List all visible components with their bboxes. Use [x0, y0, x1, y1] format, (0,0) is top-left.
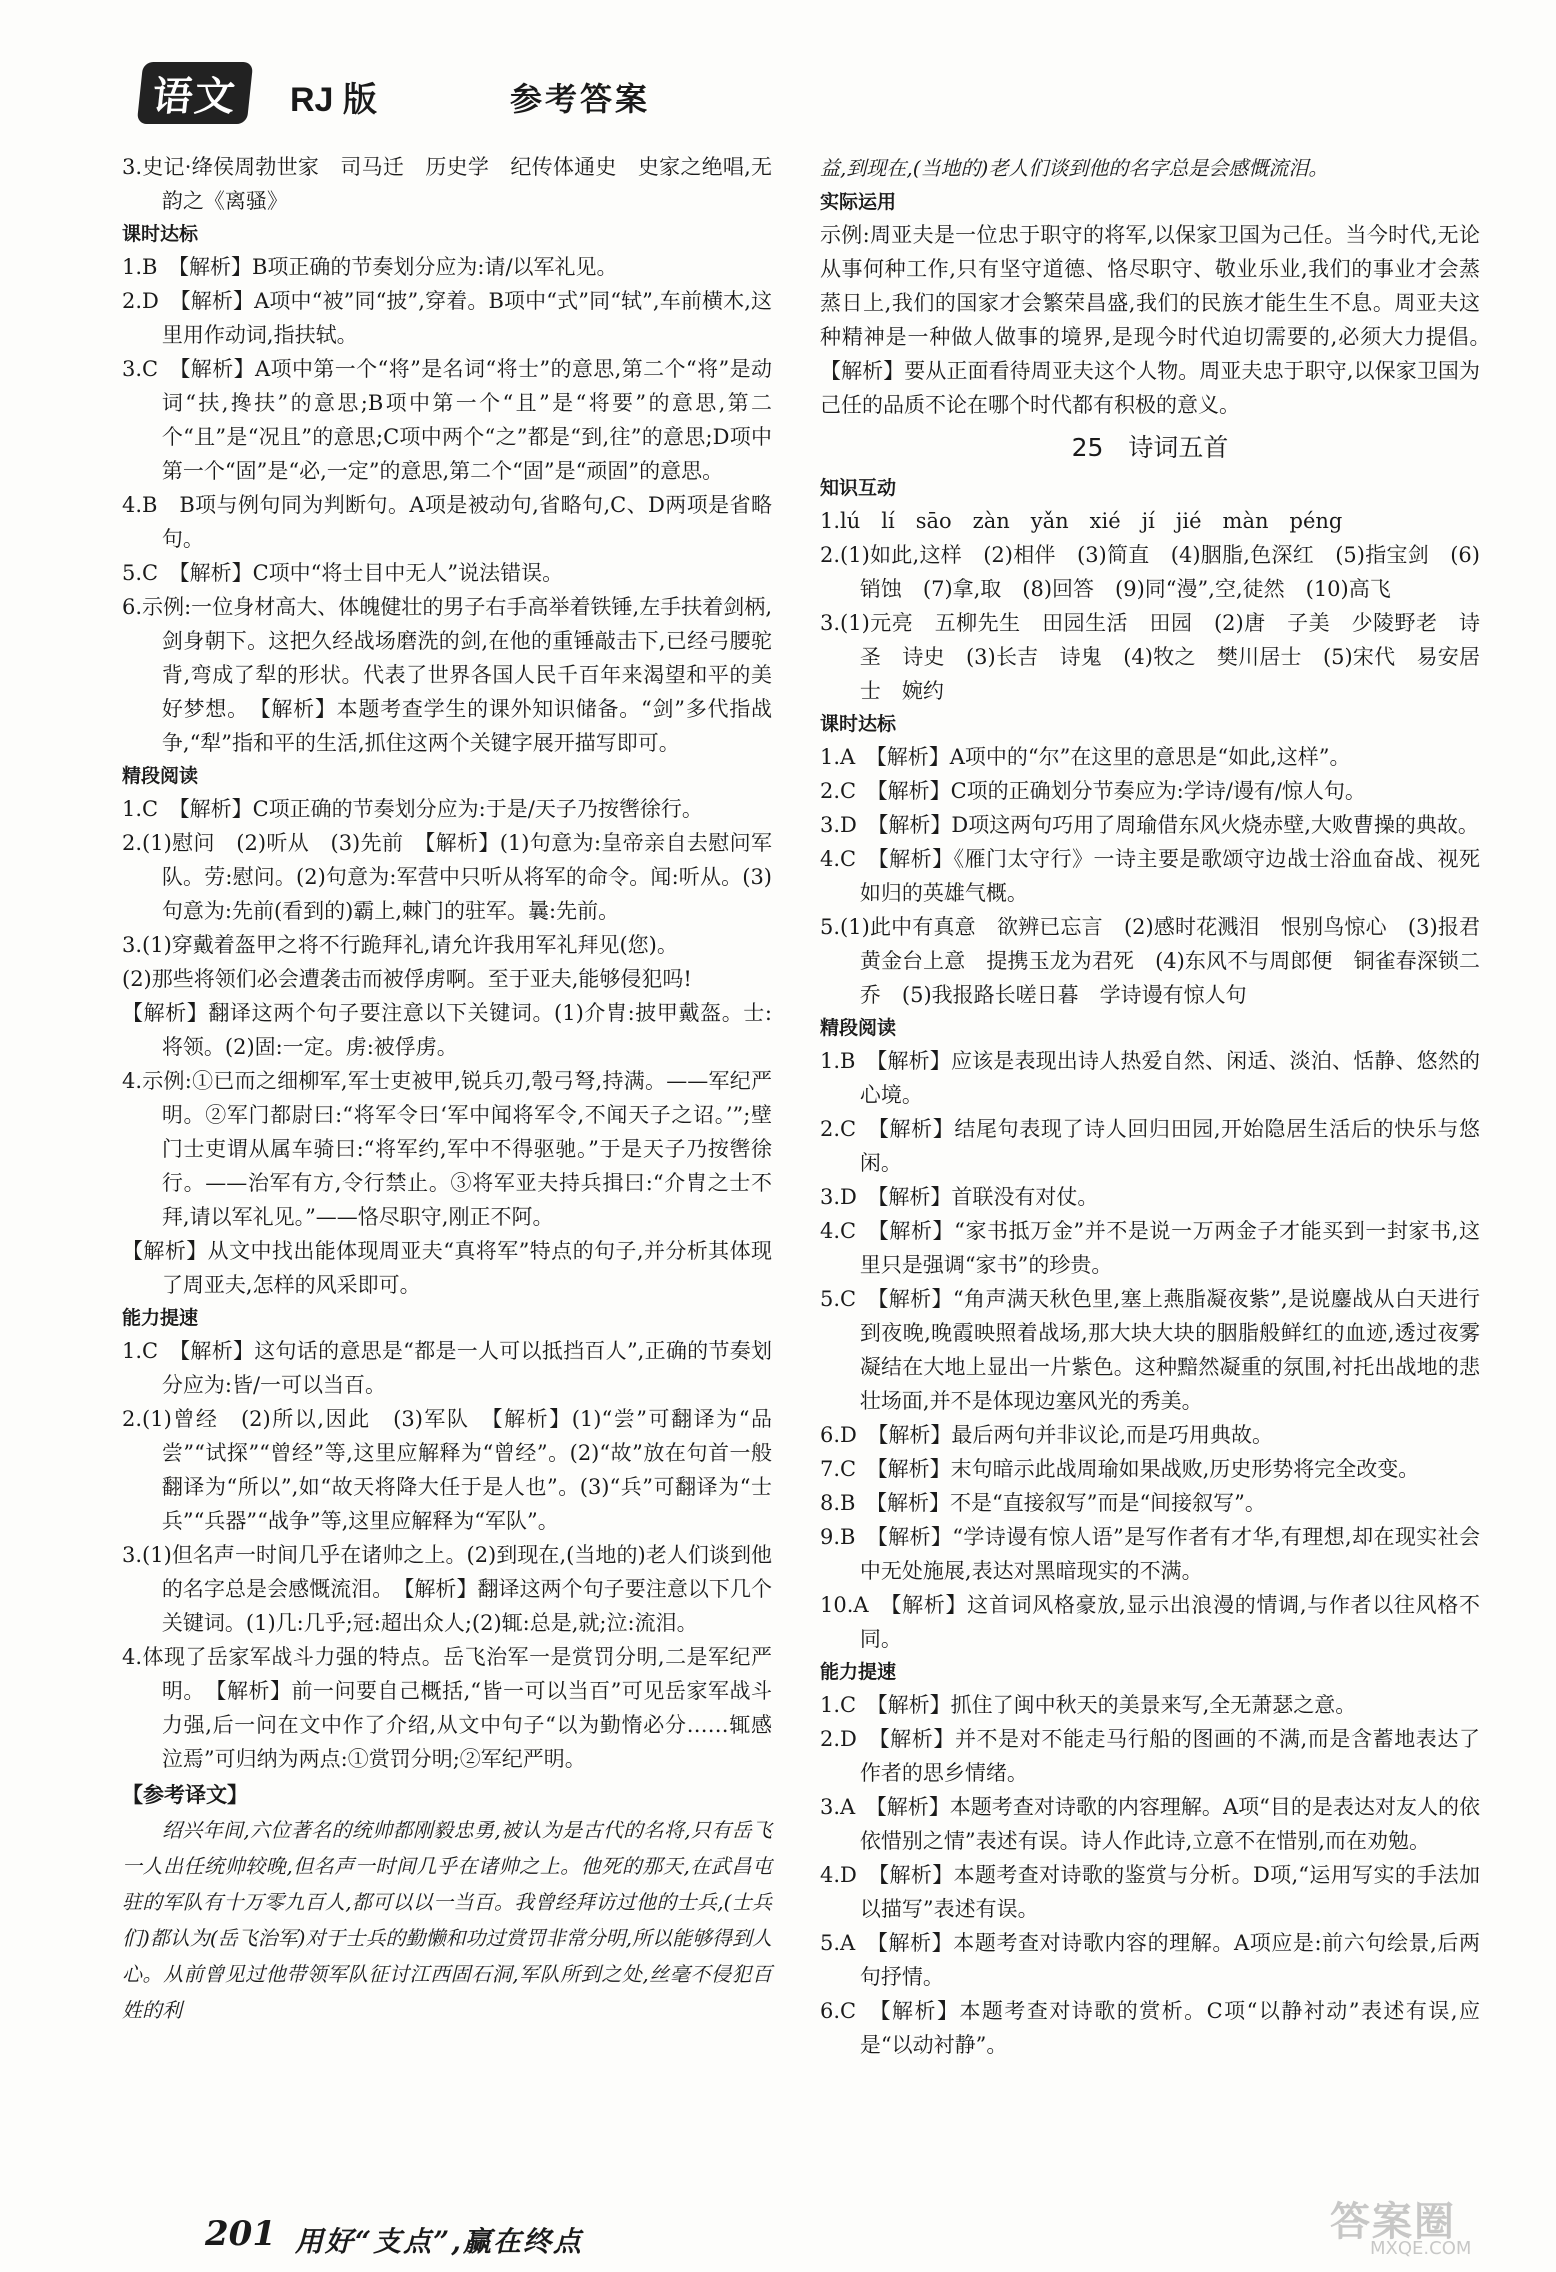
answer-item: 3.D 【解析】D项这两句巧用了周瑜借东风火烧赤壁,大败曹操的典故。 [820, 813, 1479, 837]
answer-item: 1.B 【解析】B项正确的节奏划分应为:请/以军礼见。 [122, 255, 618, 279]
watermark-url: MXQE.COM [1370, 2238, 1472, 2259]
page-header [140, 62, 1420, 132]
section-heading: 课时达标 [820, 713, 897, 735]
answer-item: 3.C 【解析】A项中第一个“将”是名词“将士”的意思,第二个“将”是动词“扶,搀扶”的意思;B项中第一个“且”是“将要”的意思,第二个“且”是“况且”的意思;C项中两个“之”都是“到,往”的意思;D项中第一个“固”是“必,一定”的意思,第二个“固”是“顽固”的意思。 [122, 357, 772, 483]
answer-item: 3.A 【解析】本题考查对诗歌的内容理解。A项“目的是表达对友人的依依惜别之情”表述有误。诗人作此诗,立意不在惜别,而在劝勉。 [820, 1795, 1480, 1853]
answer-item: 5.A 【解析】本题考查对诗歌内容的理解。A项应是:前六句绘景,后两句抒情。 [820, 1931, 1480, 1989]
answer-item: 1.lú lí sāo zàn yǎn xié jí jié màn péng [820, 509, 1343, 533]
answer-item: 3.D 【解析】首联没有对仗。 [820, 1185, 1099, 1209]
answer-item: 4.示例:①已而之细柳军,军士吏被甲,锐兵刃,彀弓弩,持满。——军纪严明。②军门都尉曰:“将军令曰‘军中闻将军令,不闻天子之诏。’”;壁门士吏谓从属车骑曰:“将军约,军中不得驱驰。”于是天子乃按辔徐行。——治军有方,令行禁止。③将军亚夫持兵揖曰:“介胄之士不拜,请以军礼见。”——恪尽职守,刚正不阿。 [122, 1069, 772, 1229]
answer-item: 1.C 【解析】C项正确的节奏划分应为:于是/天子乃按辔徐行。 [122, 797, 703, 821]
answer-item: 1.A 【解析】A项中的“尔”在这里的意思是“如此,这样”。 [820, 745, 1351, 769]
footer-slogan: 用好“支点”,赢在终点 [295, 2225, 583, 2258]
answer-item: 2.(1)慰问 (2)听从 (3)先前 【解析】(1)句意为:皇帝亲自去慰问军队。劳:慰问。(2)句意为:军营中只听从将军的命令。闻:听从。(3)句意为:先前(看到的)霸上,棘门的驻军。曩:先前。 [122, 831, 772, 923]
translation-paragraph: 绍兴年间,六位著名的统帅都刚毅忠勇,被认为是古代的名将,只有岳飞一人出任统帅较晚,但名声一时间几乎在诸帅之上。他死的那天,在武昌屯驻的军队有十万零九百人,都可以以一当百。我曾经拜访过他的士兵,(士兵们)都认为(岳飞治军)对于士兵的勤懒和功过赏罚非常分明,所以能够得到人心。从前曾见过他带领军队征讨江西固石洞,军队所到之处,丝毫不侵犯百姓的利 [122, 1818, 772, 2022]
translation-block [122, 1812, 772, 2028]
translation-block [820, 150, 1480, 186]
answer-item: 【解析】翻译这两个句子要注意以下关键词。(1)介胄:披甲戴盔。士:将领。(2)固:一定。虏:被俘虏。 [122, 1001, 772, 1059]
answer-item: 4.C 【解析】“家书抵万金”并不是说一万两金子才能买到一封家书,这里只是强调“家书”的珍贵。 [820, 1219, 1480, 1277]
subject-badge: 语文 [137, 62, 254, 124]
left-column [122, 150, 772, 2028]
answer-item: 10.A 【解析】这首词风格豪放,显示出浪漫的情调,与作者以往风格不同。 [820, 1593, 1480, 1651]
section-heading: 精段阅读 [122, 765, 199, 787]
answer-item: 6.D 【解析】最后两句并非议论,而是巧用典故。 [820, 1423, 1274, 1447]
translation-paragraph: 益,到现在,(当地的)老人们谈到他的名字总是会感慨流泪。 [820, 156, 1329, 180]
answer-item: 2.(1)曾经 (2)所以,因此 (3)军队 【解析】(1)“尝”可翻译为“品尝”“试探”“曾经”等,这里应解释为“曾经”。(2)“故”放在句首一般翻译为“所以”,如“故天将降大任于是人也”。(3)“兵”可翻译为“士兵”“兵器”“战争”等,这里应解释为“军队”。 [122, 1407, 772, 1533]
answer-item: 1.B 【解析】应该是表现出诗人热爱自然、闲适、淡泊、恬静、悠然的心境。 [820, 1049, 1480, 1107]
answer-item: 5.C 【解析】“角声满天秋色里,塞上燕脂凝夜紫”,是说鏖战从白天进行到夜晚,晚霞映照着战场,那大块大块的胭脂般鲜红的血迹,透过夜雾凝结在大地上显出一片紫色。这种黯然凝重的氛围,衬托出战地的悲壮场面,并不是体现边塞风光的秀美。 [820, 1287, 1480, 1413]
answer-item: 4.C 【解析】《雁门太守行》一诗主要是歌颂守边战士浴血奋战、视死如归的英雄气概。 [820, 847, 1480, 905]
answer-item: 2.D 【解析】A项中“被”同“披”,穿着。B项中“式”同“轼”,车前横木,这里用作动词,指扶轼。 [122, 289, 772, 347]
answer-item: 6.C 【解析】本题考查对诗歌的赏析。C项“以静衬动”表述有误,应是“以动衬静”。 [820, 1999, 1480, 2057]
answer-item: 5.(1)此中有真意 欲辨已忘言 (2)感时花溅泪 恨别鸟惊心 (3)报君黄金台上意 提携玉龙为君死 (4)东风不与周郎便 铜雀春深锁二乔 (5)我报路长嗟日暮 学诗谩有惊人句 [820, 915, 1480, 1007]
answer-item: 4.B B项与例句同为判断句。A项是被动句,省略句,C、D两项是省略句。 [122, 493, 772, 551]
answer-item: 7.C 【解析】末句暗示此战周瑜如果战败,历史形势将完全改变。 [820, 1457, 1420, 1481]
answer-item: 【解析】从文中找出能体现周亚夫“真将军”特点的句子,并分析其体现了周亚夫,怎样的风采即可。 [122, 1239, 772, 1297]
lesson-title: 25 诗词五首 [1071, 433, 1229, 462]
answer-item: 2.(1)如此,这样 (2)相伴 (3)简直 (4)胭脂,色深红 (5)指宝剑 (6)销蚀 (7)拿,取 (8)回答 (9)同“漫”,空,徒然 (10)高飞 [820, 543, 1480, 601]
section-heading: 知识互动 [820, 477, 897, 499]
edition-label: RJ 版 [290, 81, 377, 119]
answer-item: 2.C 【解析】C项的正确划分节奏应为:学诗/谩有/惊人句。 [820, 779, 1366, 803]
answer-item: 3.(1)元亮 五柳先生 田园生活 田园 (2)唐 子美 少陵野老 诗圣 诗史 (3)长吉 诗鬼 (4)牧之 樊川居士 (5)宋代 易安居士 婉约 [820, 611, 1480, 703]
answer-item: 6.示例:一位身材高大、体魄健壮的男子右手高举着铁锤,左手扶着剑柄,剑身朝下。这把久经战场磨洗的剑,在他的重锤敲击下,已经弓腰驼背,弯成了犁的形状。代表了世界各国人民千百年来渴望和平的美好梦想。 【解析】本题考查学生的课外知识储备。“剑”多代指战争,“犁”指和平的生活,抓住这两个关键字展开描写即可。 [122, 595, 772, 755]
section-heading: 实际运用 [820, 191, 897, 213]
answer-item: 示例:周亚夫是一位忠于职守的将军,以保家卫国为己任。当今时代,无论从事何种工作,只有坚守道德、恪尽职守、敬业乐业,我们的事业才会蒸蒸日上,我们的国家才会繁荣昌盛,我们的民族才能生生不息。周亚夫这种精神是一种做人做事的境界,是现今时代迫切需要的,必须大力提倡。 【解析】要从正面看待周亚夫这个人物。周亚夫忠于职守,以保家卫国为己任的品质不论在哪个时代都有积极的意义。 [820, 223, 1501, 417]
watermark-text: 答案圈 [1330, 2199, 1456, 2245]
answer-item: 4.D 【解析】本题考查对诗歌的鉴赏与分析。D项,“运用写实的手法加以描写”表述有误。 [820, 1863, 1480, 1921]
answer-item: 1.C 【解析】抓住了闽中秋天的美景来写,全无萧瑟之意。 [820, 1693, 1357, 1717]
answer-item: 1.C 【解析】这句话的意思是“都是一人可以抵挡百人”,正确的节奏划分应为:皆/一可以当百。 [122, 1339, 772, 1397]
answer-item: 5.C 【解析】C项中“将士目中无人”说法错误。 [122, 561, 564, 585]
page-footer [195, 2214, 695, 2260]
section-heading: 能力提速 [820, 1661, 897, 1683]
answer-item: (2)那些将领们必会遭袭击而被俘虏啊。至于亚夫,能够侵犯吗! [122, 967, 692, 991]
answer-item: 8.B 【解析】不是“直接叙写”而是“间接叙写”。 [820, 1491, 1266, 1515]
translation-heading: 【参考译文】 [122, 1782, 248, 1807]
section-heading: 课时达标 [122, 223, 199, 245]
page-number: 201 [205, 2214, 276, 2254]
answer-item: 4.体现了岳家军战斗力强的特点。岳飞治军一是赏罚分明,二是军纪严明。 【解析】前一问要自己概括,“皆一可以当百”可见岳家军战斗力强,后一问在文中作了介绍,从文中句子“以为勤惰必分……辄感泣焉”可归纳为两点:①赏罚分明;②军纪严明。 [122, 1645, 772, 1771]
section-heading: 能力提速 [122, 1307, 199, 1329]
answer-item: 9.B 【解析】“学诗谩有惊人语”是写作者有才华,有理想,却在现实社会中无处施展,表达对黑暗现实的不满。 [820, 1525, 1480, 1583]
answer-item: 2.C 【解析】结尾句表现了诗人回归田园,开始隐居生活后的快乐与悠闲。 [820, 1117, 1480, 1175]
page-title: 参考答案 [510, 80, 651, 118]
watermark-logo [1330, 2190, 1530, 2265]
answer-item: 3.史记·绛侯周勃世家 司马迁 历史学 纪传体通史 史家之绝唱,无韵之《离骚》 [122, 155, 772, 213]
section-heading: 精段阅读 [820, 1017, 897, 1039]
answer-item: 2.D 【解析】并不是对不能走马行船的图画的不满,而是含蓄地表达了作者的思乡情绪。 [820, 1727, 1480, 1785]
answer-item: 3.(1)但名声一时间几乎在诸帅之上。(2)到现在,(当地的)老人们谈到他的名字总是会感慨流泪。 【解析】翻译这两个句子要注意以下几个关键词。(1)几:几乎;冠:超出众人;(2)辄:总是,就;泣:流泪。 [122, 1543, 772, 1635]
right-column [820, 150, 1501, 2062]
answer-item: 3.(1)穿戴着盔甲之将不行跪拜礼,请允许我用军礼拜见(您)。 [122, 933, 678, 957]
